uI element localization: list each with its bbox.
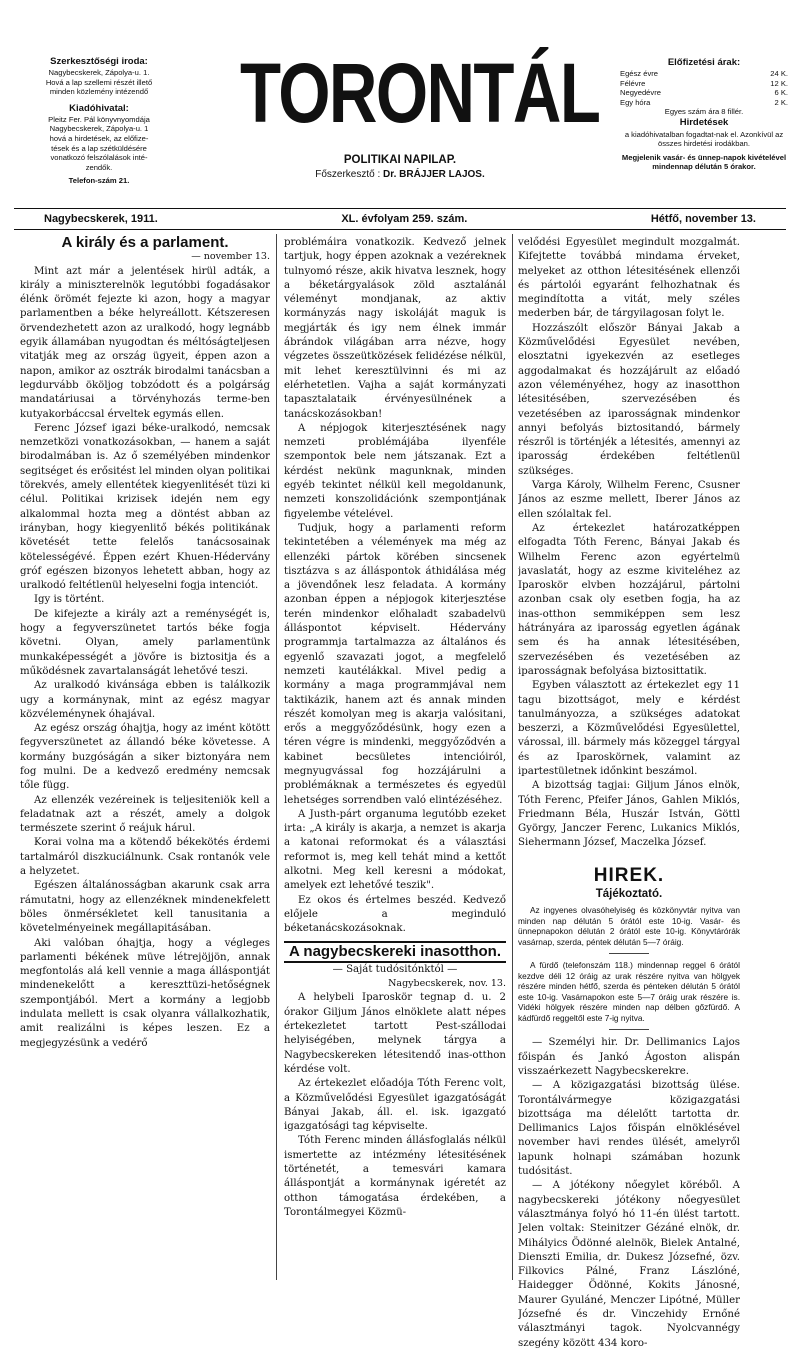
column-1 xyxy=(20,236,270,1051)
column-divider xyxy=(512,234,513,1280)
editorial-line: Nagybecskerek, Zápolya-u. 1. xyxy=(48,68,150,77)
article-title: A nagybecskereki inasotthon. xyxy=(288,942,501,960)
paragraph: Hozzászólt először Bányai Jakab a Közművelődési Egyesület nevében, elosztatni igyekezvén az esetleges aggodalmakat és hozzájárult az előadó azon véleményéhez, hogy az inasotthon létesitésében, szervezésében és vezetésében az iparosságnak mindenkor annyi befolyás biztositandó, bármely részről is történjék a létesités, amennyi az iparosság érdekében feltétlenül szükséges. xyxy=(518,322,740,477)
price-value: 24 K. xyxy=(770,69,788,79)
admin-line: Pleitz Fer. Pál könyvnyomdája xyxy=(48,114,150,124)
column-2 xyxy=(284,236,506,1220)
news-item: — Személyi hir. Dr. Dellimanics Lajos főispán és Jankó Ágoston alispán visszaérkezett Nagybecskerekre. xyxy=(518,1037,740,1077)
paragraph: Az értekezlet előadója Tóth Ferenc volt, a Közművelődési Egyesület igazgatóságát Bányai Jakab, áll. el. isk. igazgató igazgatósági tag képviselte. xyxy=(284,1078,506,1133)
article-title: A király és a parlament. xyxy=(61,236,229,251)
article-title-box xyxy=(284,941,506,963)
price-value: 2 K. xyxy=(774,97,788,107)
masthead xyxy=(200,38,600,180)
paragraph: Az ellenzék vezéreinek is teljesiteniök kell a feladatnak azt a részét, amely a dolgok természete szerint ő reájuk hárul. xyxy=(20,794,270,835)
paragraph: A bizottság tagjai: Giljum János elnök, Tóth Ferenc, Pfeifer János, Gahlen Miklós, Friedmann Béla, Huszár István, Göttl György, Janczer Ferenc, Lukanics Miklós, Siehermann József, Maczelka József. xyxy=(518,780,740,849)
issue-day: Hétfő, november 13. xyxy=(650,213,756,225)
paragraph: Korai volna ma a kötendő békekötés érdemi tartalmáról diszkuciálnunk. Csak rontanók vele a helyzetet. xyxy=(20,837,270,878)
paragraph: Igy is történt. xyxy=(34,594,105,606)
info-block xyxy=(518,905,740,1023)
paragraph: Tudjuk, hogy a parlamenti reform tekintetében a vélemények ma még az ellenzéki pártok körében sincsenek tisztázva s az álláspontok áthidálása még a jövendőnek lesz feladata. A kormány azonban éppen a népjogok kiterjesztése terén mindenkor előhaladt szabadelvü álláspontot képviselt. Hédervány programmja tartalmazza az általános és egyenlő szavazati jogot, a megfelelő nemzeti kautélákkal. Mivel pedig a kormány a maga programmjával nem taktikázik, hanem azt és annak minden részét komolyan meg is akarja valósitani, erős a meggyőződésünk, hogy ezen a téren végre is mindenki, meggyőződvén a kabinet becsületes intencióiról, megnyugvással fog hozzájárulni a problémáknak a természetes és egyedül lehetséges sorrendben való elintézéséhez. xyxy=(284,522,506,806)
article-date: Nagybecskerek, nov. 13. xyxy=(388,978,506,990)
price-value: 12 K. xyxy=(770,78,788,88)
paragraph: Varga Károly, Wilhelm Ferenc, Csusner János az eszme mellett, Iberer János az ellen szólaltak fel. xyxy=(518,480,740,520)
paragraph: Az értekezlet határozatképpen elfogadta Tóth Ferenc, Bányai Jakab és Wilhelm Ferenc azon egyértelmü javaslatát, hogy az eszme kiviteléhez az Iparoskör elvben hozzájárul, pártolni azonban csak oly esetben fogja, ha az inas-otthon semmiképpen sem lesz hátrányára az iparosság egyetlen ágának sem és ha annak létesitésében, szervezésében és vezetésében az iparosságnak befolyása biztosittatik. xyxy=(518,522,740,677)
place-year: Nagybecskerek, 1911. xyxy=(44,213,158,225)
dateline xyxy=(14,208,786,230)
editorial-title: Szerkesztőségi iroda: xyxy=(50,56,148,67)
price-value: 6 K. xyxy=(774,88,788,98)
admin-line: vonatkozó felszólalások inté- xyxy=(50,153,148,163)
news-section-title: HIREK. xyxy=(593,864,665,886)
column-divider xyxy=(276,234,277,1280)
paragraph: De kifejezte a király azt a reménységét is, hogy a fegyverszünetet tartós béke fogja követni. Olyan, amely parlamentünk munkaképességét a jövőre is biztositja és a működésnek zavartalanságát lehetővé teszi. xyxy=(20,608,270,677)
editorial-line: minden közlemény intézendő xyxy=(49,87,149,97)
editor-label: Főszerkesztő : xyxy=(315,169,381,180)
paragraph: Egyben választott az értekezlet egy 11 tagu bizottságot, mely e kérdést tanulmányozza, a szükséges adatokat beszerzi, a Közművelődési Egyesülettel, várossal, ill. bármely más közeggel tárgyal és az Iparoskörnek, valamint az ipartestületnek időnkint beszámol. xyxy=(518,680,740,777)
ads-text: a kiadóhivatalban fogadtat-nak el. Azonkívül az összes hirdetési irodákban. xyxy=(624,129,784,149)
price-label: Negyedévre xyxy=(620,88,661,98)
paragraph: velődési Egyesület megindult mozgalmát. Kifejtette továbbá mindama érveket, melyeket az otthon létesitésének ellenzői és pártolói egyaránt felhozhatnak és megindította a vitát, mely széles mederben bár, de tárgyilagosan folyt le. xyxy=(518,237,740,320)
ads-title: Hirdetések xyxy=(679,117,729,129)
news-item: — A közigazgatási bizottság ülése. Torontálvármegye közigazgatási bizottsága ma délelőtt tartotta dr. Dellimanics Lajos főispán elnöklésével november havi rendes ülését, amelyről lapunk holnapi számában hozunk tudósitást. xyxy=(518,1080,740,1178)
article-byline: — Saját tudósitónktól — xyxy=(332,963,458,975)
editorial-line: Hová a lap szellemi részét illető xyxy=(45,77,153,87)
admin-line: tések és a lap szétküldésére xyxy=(51,143,147,153)
news-item: — A jótékony nőegylet köréből. A nagybecskereki jótékony nőegyesület választmánya folyó hó 11-én ülést tartott. Jelen voltak: Steinitzer Gézáné elnök, dr. Mihályics Ödönné alelnök, Bielek Antalné, Dienszti Emilia, dr. Dukesz Józsefné, özv. Filkovics Pálné, Franz Lászlóné, Haidegger Ödönné, Kokits Jánosné, Maurer Gyuláné, Menczer Lipótné, Müller Józsefné és dr. Vinczehidy Ernőné választmányi tagok. Nyolcvannégy szegény között 434 koro- xyxy=(518,1180,740,1349)
admin-line: hová a hirdetések, az előfize- xyxy=(49,133,149,143)
newspaper-subtitle: POLITIKAI NAPILAP. xyxy=(343,154,457,166)
separator xyxy=(609,953,649,954)
newspaper-title: TORONTÁL xyxy=(240,46,600,140)
paragraph: Az uralkodó kivánsága ebben is találkozik ugy a kormánynak, mint az egész magyar közvéleménynek óhajával. xyxy=(20,680,270,720)
admin-title: Kiadóhivatal: xyxy=(69,102,129,114)
paragraph: Az egész ország óhajtja, hogy az imént kötött fegyverszünetet az állandó béke követesse. A kormány buzgóságán a siker biztonyára nem fog mulni. De a kedvező eredmény nemcsak tőle függ. xyxy=(20,723,270,792)
header-editorial-info xyxy=(14,56,184,186)
single-copy-price: Egyes szám ára 8 fillér. xyxy=(664,107,744,117)
admin-line: Nagybecskerek, Zápolya-u. 1 xyxy=(49,124,149,134)
header-prices-info xyxy=(620,56,788,171)
paragraph: A helybeli Iparoskör tegnap d. u. 2 órakor Giljum János elnöklete alatt népes értekezletet tartott Pest-szállodai helyiségében, melynek tárgya a Nagybecskereken létesitendő inas-otthon kérdése volt. xyxy=(284,992,506,1075)
column-3 xyxy=(518,236,740,1351)
paragraph: A népjogok kiterjesztésének nagy nemzeti problémájába ilyenféle szempontok bele nem játszanak. Ezt a kérdést nekünk magunknak, minden egyéb tekintet nélkül kell megoldanunk, nemzeti konszolidációnk szempontjának figyelembe vételével. xyxy=(284,422,506,520)
paragraph: A Justh-párt organuma legutóbb ezeket irta: „A király is akarja, a nemzet is akarja a katonai reformokat és a választási reformot is, meg kell tehát mind a kettőt alkotni. Meg kell keresni a módokat, amelyek ezt lehetővé teszik". xyxy=(284,808,506,892)
editor-name: Dr. BRÁJJER LAJOS. xyxy=(383,169,485,180)
article-byline: — november 13. xyxy=(191,251,270,263)
appears-text: Megjelenik vasár- és ünnep-napok kivételével mindennap délután 5 órakor. xyxy=(621,152,787,172)
paragraph: Aki valóban óhajtja, hogy a végleges parlamenti békének müve létrejöjjön, annak megfontolás alá kell vennie a maga álláspontját mindenekelőtt a kereszttüzi-hetőségnek szempontjából. Mert a kormány a legjobb indulata mellett is csak olyanra vállalkozhatik, amit realizálni is képes leszen. Ez a megjegyzésünk a vedérő xyxy=(20,937,270,1049)
phone-number: Telefon-szám 21. xyxy=(68,176,130,186)
prices-title: Előfizetési árak: xyxy=(667,57,741,68)
price-label: Félévre xyxy=(620,78,646,88)
paragraph: A fürdő (telefonszám 118.) mindennap reggel 6 órától kezdve déli 12 óráig az urak részére nyitva van hölgyek részére minden hétfő, szerda és pénteken délután 5 órától este 10-ig. Vasárnapokon este 5—7 óráig urak részére is. Vidéki hölgyek részére minden nap délben gőzfürdő. A kádfürdő reggeltől este 7-ig nyitva. xyxy=(518,960,740,1023)
paragraph: Az ingyenes olvasóhelyiség és közkönyvtár nyitva van minden nap délután 5 órától este 10-ig. Vasár- és ünnepnapokon délután 2 órától este 10-ig. Könyvtárórák vasárnap, szerda, péntek délután 5—7 óráig. xyxy=(518,905,740,947)
info-title: Tájékoztató. xyxy=(595,888,663,901)
paragraph: Ferenc József igazi béke-uralkodó, nemcsak nemzetközi vonatkozásokban, — hanem a saját birodalmában is. Az ő személyében mindenkor segitséget és erősitést lel minden olyan politikai törekvés, amely ellentétek kiegyenlitését tüzi ki célul. Politikai krizisek idején nem egy alkalommal hozta meg a döntést abban az irányban, hogy kiegyenlitő békés politikának követését tette felelős tanácsosainak kötelességévé. Éppen ezért Khuen-Hédervány gróf egészen bizonyos lehetett abban, hogy az uralkodó feltétlenül helyeselni fogja intenciót. xyxy=(20,422,270,592)
separator xyxy=(609,1029,649,1030)
issue-number: XL. évfolyam 259. szám. xyxy=(341,213,468,225)
price-label: Egy hóra xyxy=(620,97,651,107)
paragraph: Mint azt már a jelentések hirül adták, a király a miniszterelnök legutóbbi fogadásakor élénk örömét fejezte ki azon, hogy a magyar parlamentben a béke helyreállott. Kétszeresen örvendezhetett azon az uralkodó, hogy legnább egyik államában nyugodtan és méltóságteljesen vitatják meg az ország ügyeit, éppen azon a napon, amikor az osztrák birodalmi tanácsban a legdurvább ököljog tobzódott és a polgárság mandatáriusai a törvényhozás terme-ben kutyakorbáccsal érveltek egymás ellen. xyxy=(20,265,270,420)
paragraph: Egészen általánosságban akarunk csak arra rámutatni, hogy az ellenzéknek mindenekfelett böles önmérsékletet kell tanusitania a követelményeinek megállapitásában. xyxy=(20,880,270,935)
price-row xyxy=(620,69,788,78)
price-row xyxy=(620,88,788,97)
paragraph: problémáira vonatkozik. Kedvező jelnek tartjuk, hogy éppen azoknak a vezéreknek tulnyomó része, akik hivatva lesznek, hogy a béketárgyalások zöld asztalánál véleményt mondjanak, az aktiv kormányzás nagy iskoláját maguk is megjárták és igy nem élnek immár ábrándok világában arra nézve, hogy végzetes összeütközések felidézése nélkül, mit lehet keresztülvinni és mi az elérhetetlen. Vajha a saját kormányzati tapasztalataik érvényesülnének a tanácskozásokban! xyxy=(284,237,506,420)
paragraph: Ez okos és értelmes beszéd. Kedvező előjele a meginduló béketanácskozásoknak. xyxy=(284,894,506,935)
price-row xyxy=(620,98,788,107)
price-label: Egész évre xyxy=(620,69,658,79)
admin-line: zendők. xyxy=(85,162,113,172)
price-row xyxy=(620,79,788,88)
editor-line xyxy=(200,169,600,180)
paragraph: Tóth Ferenc minden állásfoglalás nélkül ismertette az intézmény létesitésének történetét, a temesvári kamara álláspontját a kormánynak igéretét az otthon támogatása érdekében, a Torontálmegyei Közmü- xyxy=(284,1135,506,1218)
